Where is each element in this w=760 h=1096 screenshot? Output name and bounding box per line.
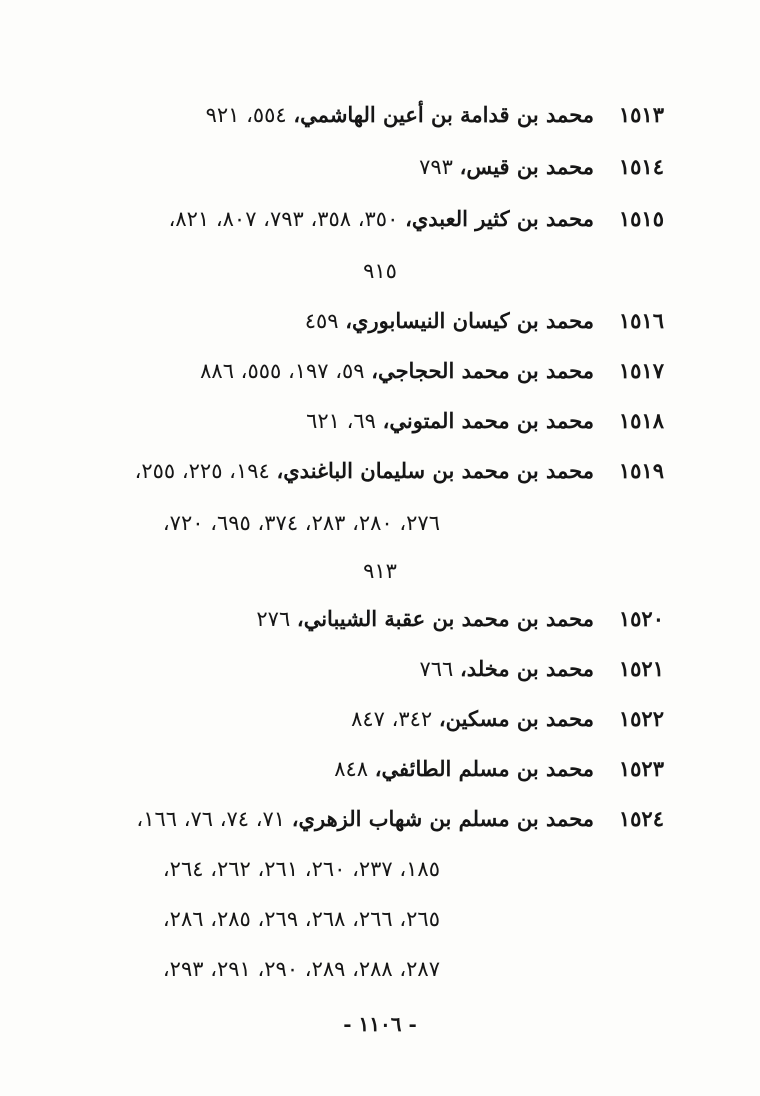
index-entry	[100, 152, 664, 182]
entry-name: محمد بن محمد بن عقبة الشيباني،	[296, 606, 594, 631]
index-entry	[100, 356, 664, 386]
index-entry	[100, 100, 664, 130]
index-entry	[100, 604, 664, 634]
index-entry	[100, 406, 664, 436]
entry-number: ١٥١٥	[618, 206, 664, 231]
entry-number: ١٥٢١	[618, 656, 664, 681]
entry-refs: ٥٥٤، ٩٢١	[205, 103, 287, 127]
entry-number: ١٥٢٣	[618, 756, 664, 781]
entry-number: ١٥١٧	[618, 358, 664, 383]
entry-refs: ٧١، ٧٤، ٧٦، ١٦٦،	[136, 807, 286, 831]
index-entry	[100, 754, 664, 784]
entry-refs: ٨٤٨	[334, 757, 369, 781]
entry-number: ١٥١٩	[618, 458, 664, 483]
entry-number: ١٥٢٠	[618, 606, 664, 631]
entry-number: ١٥١٦	[618, 308, 664, 333]
entry-refs: ٧٦٦	[419, 657, 454, 681]
entry-continuation: ٢٨٧، ٢٨٨، ٢٨٩، ٢٩٠، ٢٩١، ٢٩٣،	[162, 957, 440, 981]
entry-name: محمد بن مسكين،	[438, 706, 594, 731]
entry-number: ١٥١٤	[618, 154, 664, 179]
entry-refs: ٦٩، ٦٢١	[306, 409, 376, 433]
entry-name: محمد بن كيسان النيسابوري،	[345, 308, 594, 333]
entry-refs: ٥٩، ١٩٧، ٥٥٥، ٨٨٦	[200, 359, 365, 383]
entry-refs: ١٩٤، ٢٢٥، ٢٥٥،	[134, 459, 270, 483]
entry-name: محمد بن محمد المتوني،	[382, 408, 594, 433]
index-entry	[100, 204, 664, 234]
entry-name: محمد بن مخلد،	[460, 656, 594, 681]
entry-refs: ٣٤٢، ٨٤٧	[351, 707, 433, 731]
entry-number: ١٥٢٤	[618, 806, 664, 831]
entry-number: ١٥٢٢	[618, 706, 664, 731]
entry-refs: ٧٩٣	[419, 155, 453, 179]
entry-continuation: ١٨٥، ٢٣٧، ٢٦٠، ٢٦١، ٢٦٢، ٢٦٤،	[162, 857, 440, 881]
entry-refs: ٢٧٦	[256, 607, 291, 631]
entry-name: محمد بن مسلم بن شهاب الزهري،	[291, 806, 594, 831]
entry-name: محمد بن محمد الحجاجي،	[371, 358, 594, 383]
entry-continuation: ٢٦٥، ٢٦٦، ٢٦٨، ٢٦٩، ٢٨٥، ٢٨٦،	[162, 907, 440, 931]
entry-number: ١٥١٣	[618, 102, 664, 127]
entry-refs: ٤٥٩	[304, 309, 339, 333]
entry-name: محمد بن محمد بن سليمان الباغندي،	[276, 458, 594, 483]
index-entry	[100, 654, 664, 684]
entry-continuation: ٢٧٦، ٢٨٠، ٢٨٣، ٣٧٤، ٦٩٥، ٧٢٠،	[162, 511, 440, 535]
index-entry	[100, 456, 664, 486]
entry-number: ١٥١٨	[618, 408, 664, 433]
entry-continuation: ٩١٥	[363, 259, 397, 283]
page-number: - ١١٠٦ -	[343, 1012, 417, 1036]
index-entry	[100, 306, 664, 336]
entry-name: محمد بن قدامة بن أعين الهاشمي،	[293, 102, 594, 127]
entry-refs: ٣٥٠، ٣٥٨، ٧٩٣، ٨٠٧، ٨٢١،	[168, 207, 399, 231]
entry-name: محمد بن قيس،	[459, 154, 594, 179]
index-entry	[100, 804, 664, 834]
entry-continuation: ٩١٣	[363, 559, 397, 583]
index-entry	[100, 704, 664, 734]
entry-name: محمد بن مسلم الطائفي،	[374, 756, 594, 781]
entry-name: محمد بن كثير العبدي،	[405, 206, 594, 231]
